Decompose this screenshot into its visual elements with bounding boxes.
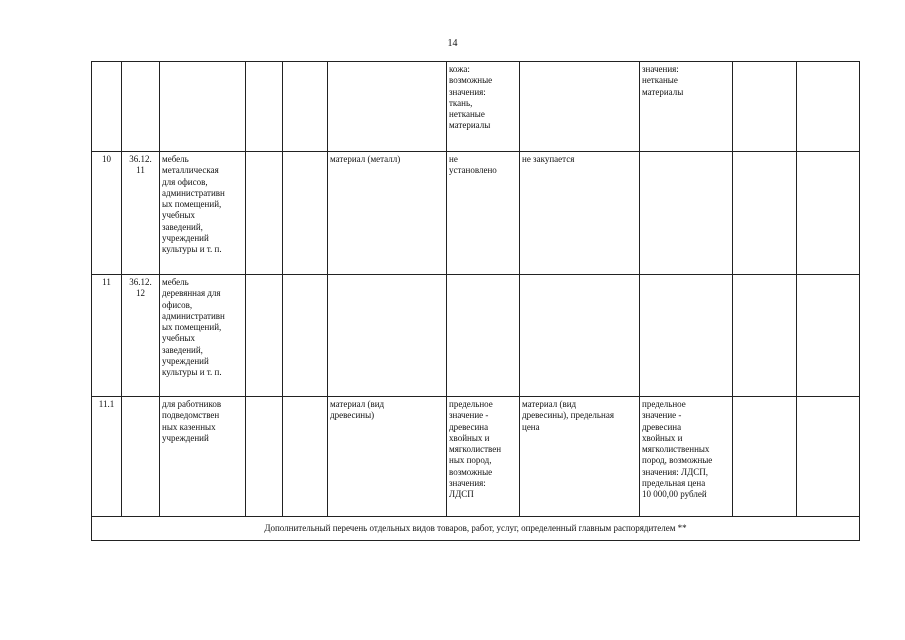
cell-col-10 [733, 397, 797, 517]
cell-approved-value [447, 275, 520, 397]
cell-item-name: мебель металлическая для офисов, административн ых помещений, учебных заведений, учреждений культуры и т. п. [160, 152, 246, 275]
table-row [92, 152, 860, 275]
cell-col-10 [733, 275, 797, 397]
table-row [92, 62, 860, 152]
cell-characteristic: материал (вид древесины) [328, 397, 447, 517]
cell-col-10 [733, 152, 797, 275]
cell-col-10 [733, 62, 797, 152]
cell-value-2: предельное значение - древесина хвойных и мягколиственных пород, возможные значения: ЛДСП, предельная цена 10 000,00 рублей [640, 397, 733, 517]
cell-row-number: 11.1 [92, 397, 122, 517]
cell-col-5 [283, 62, 328, 152]
table-row [92, 397, 860, 517]
cell-characteristic [328, 62, 447, 152]
cell-approved-value: не установлено [447, 152, 520, 275]
cell-characteristic-2: не закупается [520, 152, 640, 275]
page-number: 14 [447, 38, 458, 49]
cell-col-5 [283, 152, 328, 275]
cell-col-11 [797, 62, 860, 152]
cell-okpd-code: 36.12. 11 [122, 152, 160, 275]
cell-item-name: мебель деревянная для офисов, административн ых помещений, учебных заведений, учреждений культуры и т. п. [160, 275, 246, 397]
cell-okpd-code: 36.12. 12 [122, 275, 160, 397]
cell-col-4 [246, 152, 283, 275]
cell-col-5 [283, 275, 328, 397]
cell-characteristic [328, 275, 447, 397]
footer-row [92, 517, 860, 541]
cell-okpd-code [122, 397, 160, 517]
table-row [92, 275, 860, 397]
cell-characteristic-2 [520, 275, 640, 397]
cell-row-number [92, 62, 122, 152]
cell-value-2 [640, 152, 733, 275]
cell-col-4 [246, 397, 283, 517]
cell-col-11 [797, 152, 860, 275]
cell-item-name [160, 62, 246, 152]
cell-row-number: 10 [92, 152, 122, 275]
cell-okpd-code [122, 62, 160, 152]
cell-characteristic: материал (металл) [328, 152, 447, 275]
cell-col-4 [246, 275, 283, 397]
cell-col-5 [283, 397, 328, 517]
cell-characteristic-2 [520, 62, 640, 152]
cell-item-name: для работников подведомствен ных казенных учреждений [160, 397, 246, 517]
cell-col-11 [797, 397, 860, 517]
cell-approved-value: кожа: возможные значения: ткань, нетканые материалы [447, 62, 520, 152]
cell-approved-value: предельное значение - древесина хвойных и мягколиствен ных пород, возможные значения: ЛДСП [447, 397, 520, 517]
cell-value-2: значения: нетканые материалы [640, 62, 733, 152]
cell-characteristic-2: материал (вид древесины), предельная цена [520, 397, 640, 517]
footer-caption: Дополнительный перечень отдельных видов товаров, работ, услуг, определенный главным распорядителем ** [92, 517, 860, 541]
catalog-table [91, 61, 860, 541]
cell-col-4 [246, 62, 283, 152]
cell-row-number: 11 [92, 275, 122, 397]
cell-value-2 [640, 275, 733, 397]
cell-col-11 [797, 275, 860, 397]
